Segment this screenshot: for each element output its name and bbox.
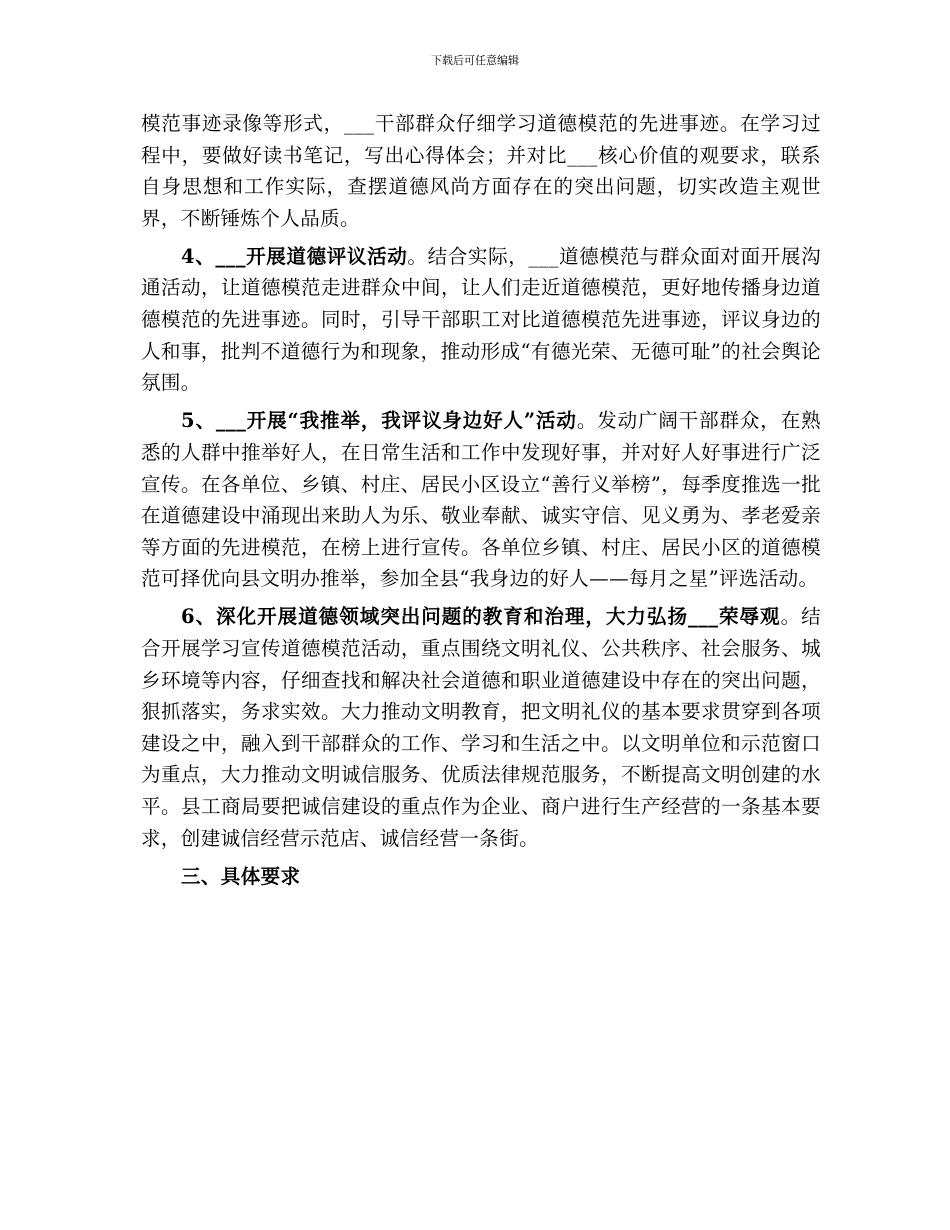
paragraph-2-heading: 4、___开展道德评议活动 <box>181 244 408 268</box>
document-body <box>141 108 821 899</box>
section-heading-text: 三、具体要求 <box>181 864 301 888</box>
paragraph-4-heading: 6、深化开展道德领域突出问题的教育和治理，大力弘扬___荣辱观 <box>181 605 781 629</box>
paragraph-1-text: 模范事迹录像等形式，___干部群众仔细学习道德模范的先进事迹。在学习过程中，要做好读书笔记，写出心得体会；并对比___核心价值的观要求，联系自身思想和工作实际，查摆道德风尚方面存在的突出问题，切实改造主观世界，不断锤炼个人品质。 <box>141 112 821 230</box>
page-header: 下载后可任意编辑 <box>431 54 519 67</box>
paragraph-4 <box>141 601 821 854</box>
paragraph-3-heading: 5、___开展“我推举，我评议身边好人”活动 <box>181 409 577 433</box>
paragraph-3 <box>141 405 821 595</box>
paragraph-3-text: 。发动广阔干部群众，在熟悉的人群中推举好人，在日常生活和工作中发现好事，并对好人好事进行广泛宣传。在各单位、乡镇、村庄、居民小区设立“善行义举榜”，每季度推选一批在道德建设中涌现出来助人为乐、敬业奉献、诚实守信、见义勇为、孝老爱亲等方面的先进模范，在榜上进行宣传。各单位乡镇、村庄、居民小区的道德模范可择优向县文明办推举，参加全县“我身边的好人——每月之星”评选活动。 <box>141 409 821 591</box>
paragraph-2-text: 。结合实际，___道德模范与群众面对面开展沟通活动，让道德模范走进群众中间，让人们走近道德模范，更好地传播身边道德模范的先进事迹。同时，引导干部职工对比道德模范先进事迹，评议身边的人和事，批判不道德行为和现象，推动形成“有德光荣、无德可耻”的社会舆论氛围。 <box>141 244 821 395</box>
paragraph-4-text: 。结合开展学习宣传道德模范活动，重点围绕文明礼仪、公共秩序、社会服务、城乡环境等内容，仔细查找和解决社会道德和职业道德建设中存在的突出问题，狠抓落实，务求实效。大力推动文明教育，把文明礼仪的基本要求贯穿到各项建设之中，融入到干部群众的工作、学习和生活之中。以文明单位和示范窗口为重点，大力推动文明诚信服务、优质法律规范服务，不断提高文明创建的水平。县工商局要把诚信建设的重点作为企业、商户进行生产经营的一条基本要求，创建诚信经营示范店、诚信经营一条街。 <box>141 605 821 850</box>
paragraph-1 <box>141 108 821 234</box>
paragraph-2 <box>141 241 821 399</box>
section-heading <box>141 861 821 893</box>
